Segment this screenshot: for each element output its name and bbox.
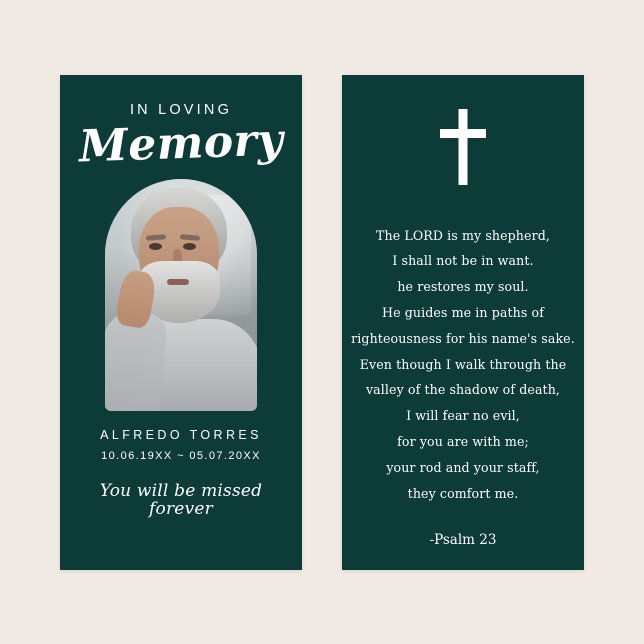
verse-line: The LORD is my shepherd, — [376, 227, 550, 243]
memorial-card-back — [342, 75, 584, 570]
farewell-message: You will be missed forever — [99, 480, 263, 520]
verse-line: for you are with me; — [397, 434, 529, 449]
psalm-verse — [351, 223, 575, 507]
cross-icon — [440, 109, 486, 185]
verse-attribution: -Psalm 23 — [429, 532, 497, 549]
verse-line: your rod and your staff, — [386, 459, 540, 475]
verse-line: I will fear no evil, — [406, 408, 520, 424]
verse-line: he restores my soul. — [397, 279, 529, 295]
memory-script-heading: Memory — [77, 114, 284, 173]
memorial-card-front — [60, 75, 302, 570]
verse-line: Even though I walk through the — [359, 356, 567, 372]
in-loving-heading: IN LOVING — [129, 101, 233, 118]
verse-line: valley of the shadow of death, — [365, 382, 561, 398]
life-dates: 10.06.19XX ~ 05.07.20XX — [101, 449, 261, 462]
verse-line: I shall not be in want. — [392, 253, 534, 269]
photo-mouth — [167, 279, 189, 285]
deceased-name: ALFREDO TORRES — [100, 428, 262, 443]
portrait-photo — [105, 179, 257, 411]
verse-line: He guides me in paths of — [381, 304, 544, 320]
portrait-photo-image — [105, 179, 257, 411]
verse-line: righteousness for his name's sake. — [351, 330, 575, 346]
verse-line: they comfort me. — [407, 485, 519, 501]
